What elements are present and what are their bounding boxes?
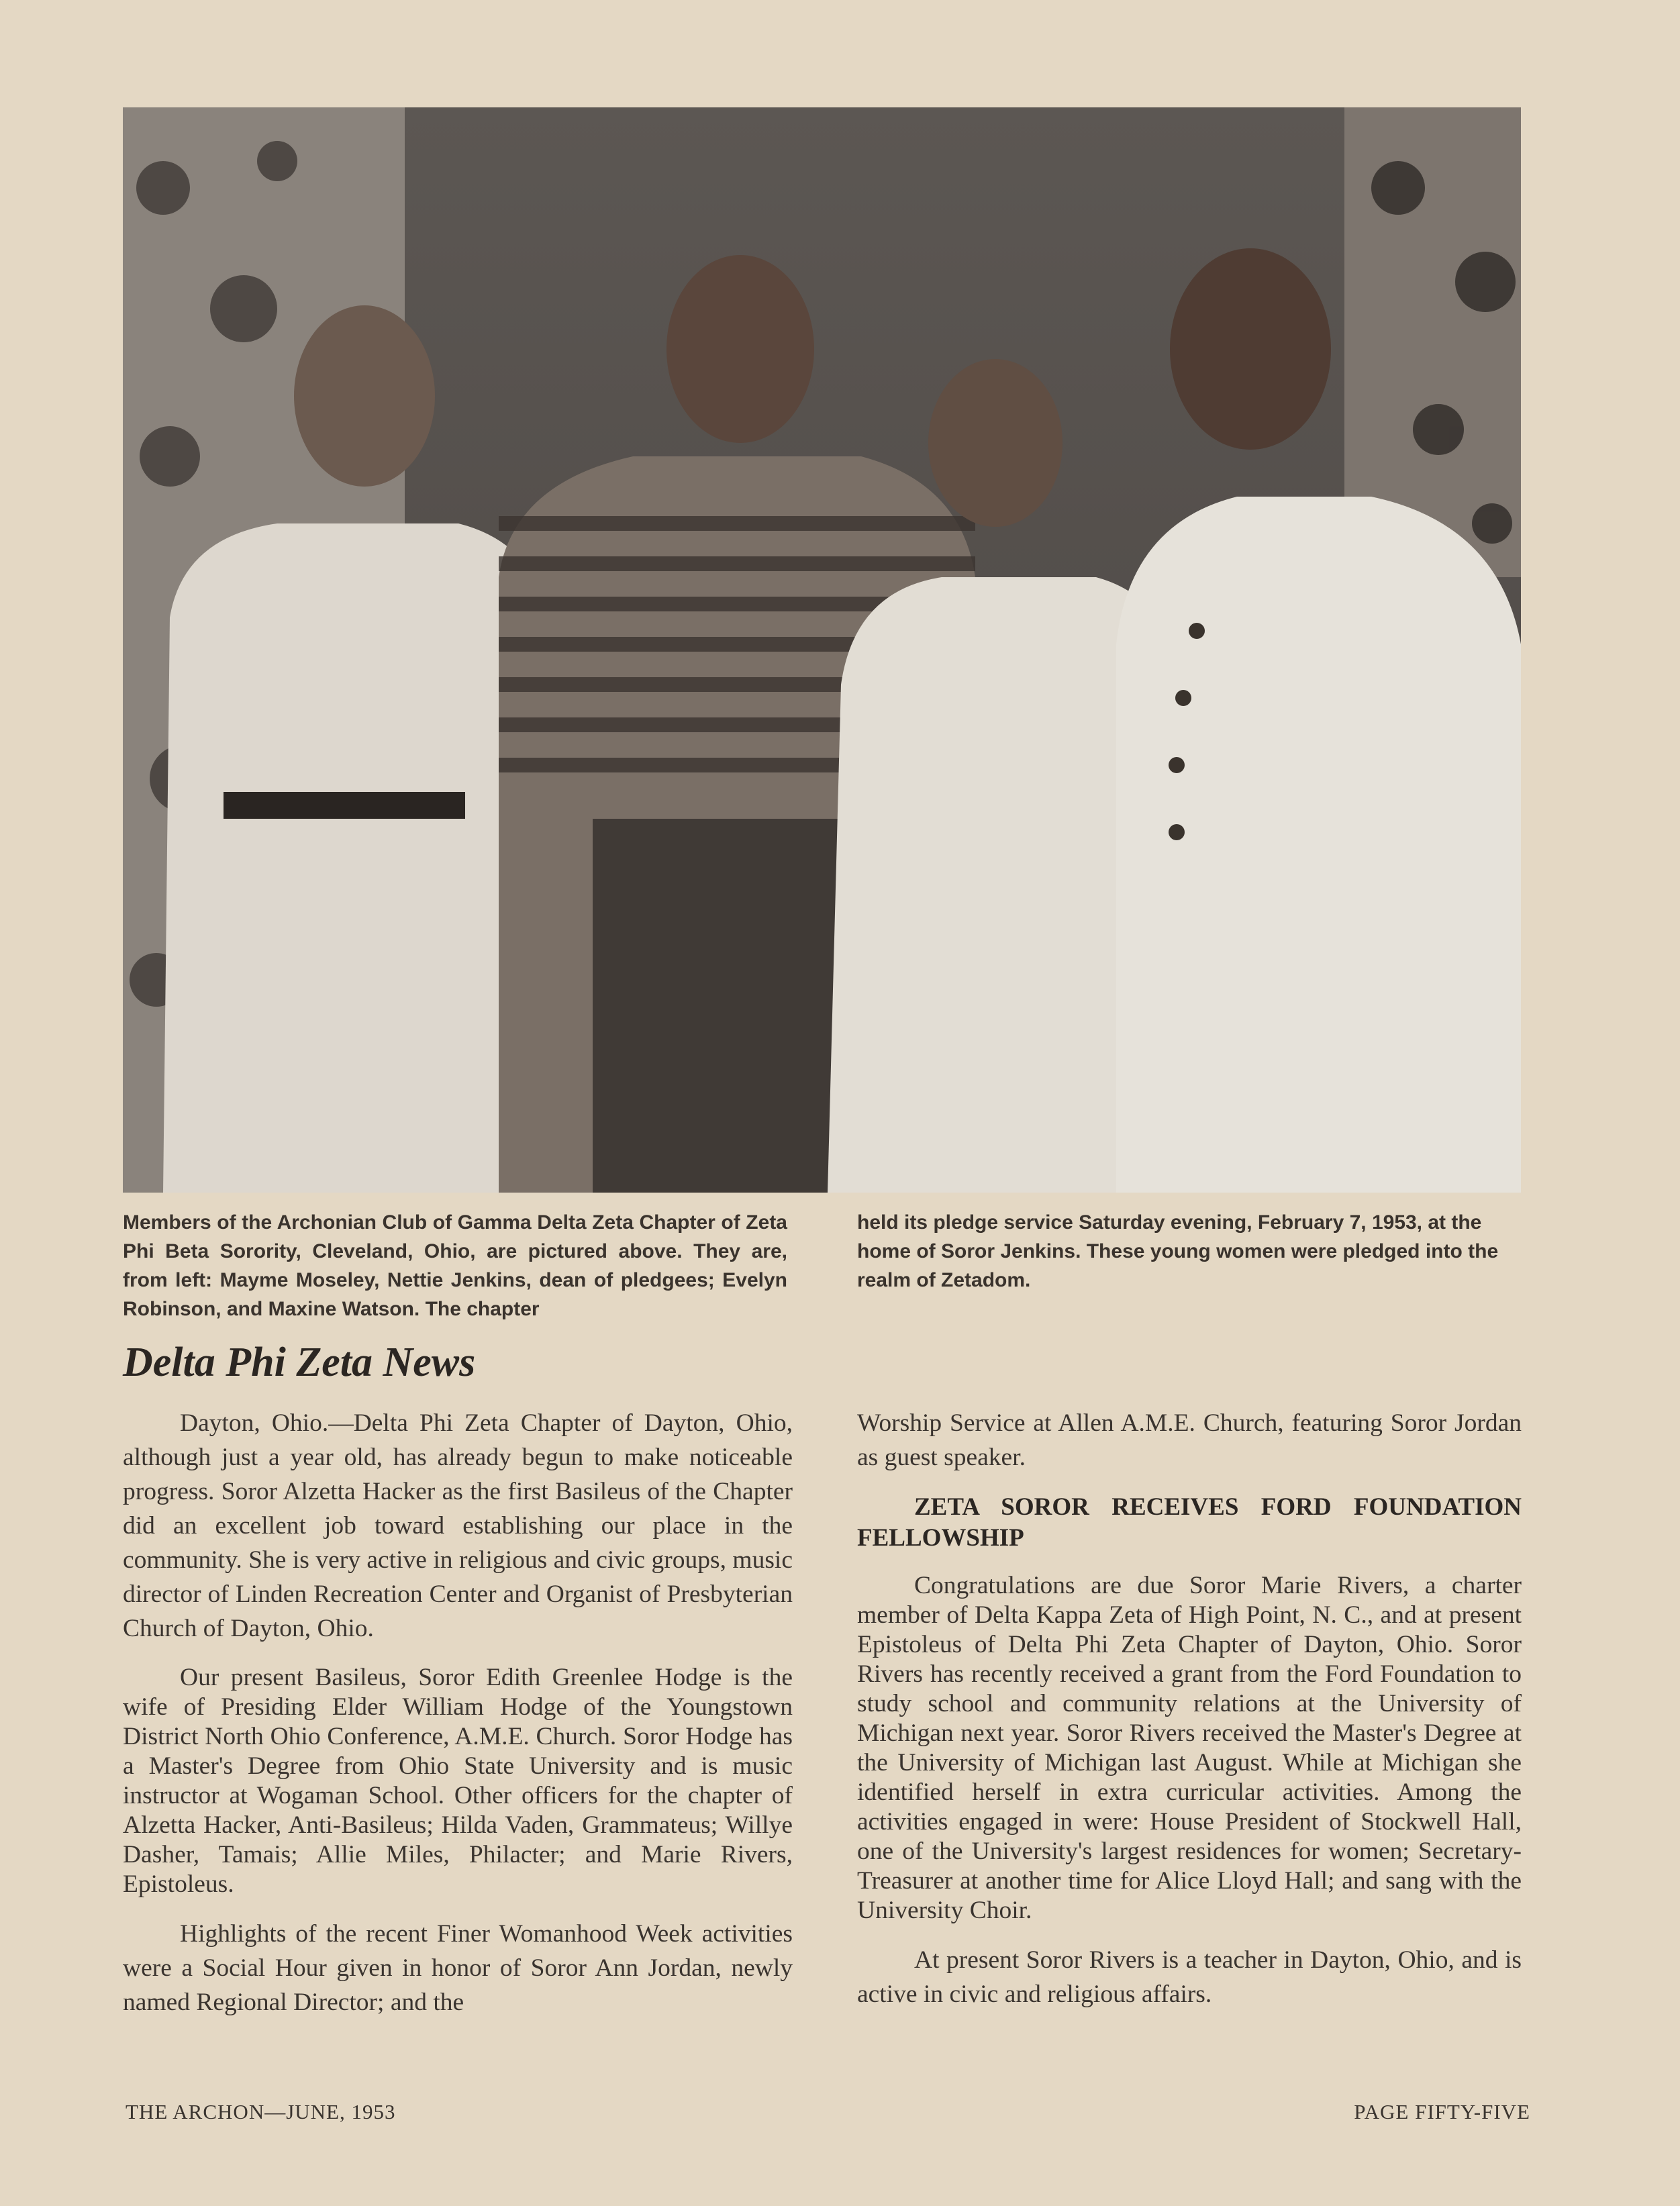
article-title: Delta Phi Zeta News xyxy=(123,1340,476,1385)
paragraph: Congratulations are due Soror Marie Rivers, a charter member of Delta Kappa Zeta of High Point, N. C., and at present Epistoleus of Delta Phi Zeta Chapter of Dayton, Ohio. Soror Rivers has recently received a grant from the Ford Foundation to study school and community relations at the University of Michigan next year. Soror Rivers received the Master's Degree at the University of Michigan last August. While at Michigan she identified herself in extra curricular activities. Among the activities engaged in were: House President of Stockwell Hall, one of the University's largest residences for women; Secretary-Treasurer at another time for Alice Lloyd Hall; and sang with the University Choir. xyxy=(857,1572,1522,1924)
section-subhead: ZETA SOROR RECEIVES FORD FOUNDATION FELLOWSHIP xyxy=(857,1493,1522,1552)
paragraph-continuation: Worship Service at Allen A.M.E. Church, featuring Soror Jordan as guest speaker. xyxy=(857,1409,1522,1471)
paragraph: Highlights of the recent Finer Womanhood Week activities were a Social Hour given in honor of Soror Ann Jordan, newly named Regional Director; and the xyxy=(123,1920,793,2016)
group-photo xyxy=(123,107,1521,1193)
article-column-left xyxy=(123,1406,793,2037)
photo-caption-left: Members of the Archonian Club of Gamma Delta Zeta Chapter of Zeta Phi Beta Sorority, Cleveland, Ohio, are pictured above. They are, from left: Mayme Moseley, Nettie Jenkins, dean of pledgees; Evelyn Robinson, and Maxine Watson. The chapter xyxy=(123,1211,787,1320)
photo-caption-right: held its pledge service Saturday evening, February 7, 1953, at the home of Soror Jenkins. These young women were pledged into the realm of Zetadom. xyxy=(857,1211,1499,1291)
paragraph: At present Soror Rivers is a teacher in Dayton, Ohio, and is active in civic and religious affairs. xyxy=(857,1946,1522,2008)
footer-publication: THE ARCHON—JUNE, 1953 xyxy=(126,2100,396,2123)
paragraph: Our present Basileus, Soror Edith Greenlee Hodge is the wife of Presiding Elder William Hodge of the Youngstown District North Ohio Conference, A.M.E. Church. Soror Hodge has a Master's Degree from Ohio State University and is music instructor at Wogaman School. Other officers for the chapter of Alzetta Hacker, Anti-Basileus; Hilda Vaden, Grammateus; Willye Dasher, Tamais; Allie Miles, Philacter; and Marie Rivers, Epistoleus. xyxy=(123,1664,793,1898)
photo-illustration xyxy=(123,107,1521,1193)
article-column-right xyxy=(857,1406,1522,2029)
footer-page-number: PAGE FIFTY-FIVE xyxy=(1354,2100,1530,2123)
paragraph: Dayton, Ohio.—Delta Phi Zeta Chapter of Dayton, Ohio, although just a year old, has already begun to make noticeable progress. Soror Alzetta Hacker as the first Basileus of the Chapter did an excellent job toward establishing our place in the community. She is very active in religious and civic groups, music director of Linden Recreation Center and Organist of Presbyterian Church of Dayton, Ohio. xyxy=(123,1409,793,1642)
